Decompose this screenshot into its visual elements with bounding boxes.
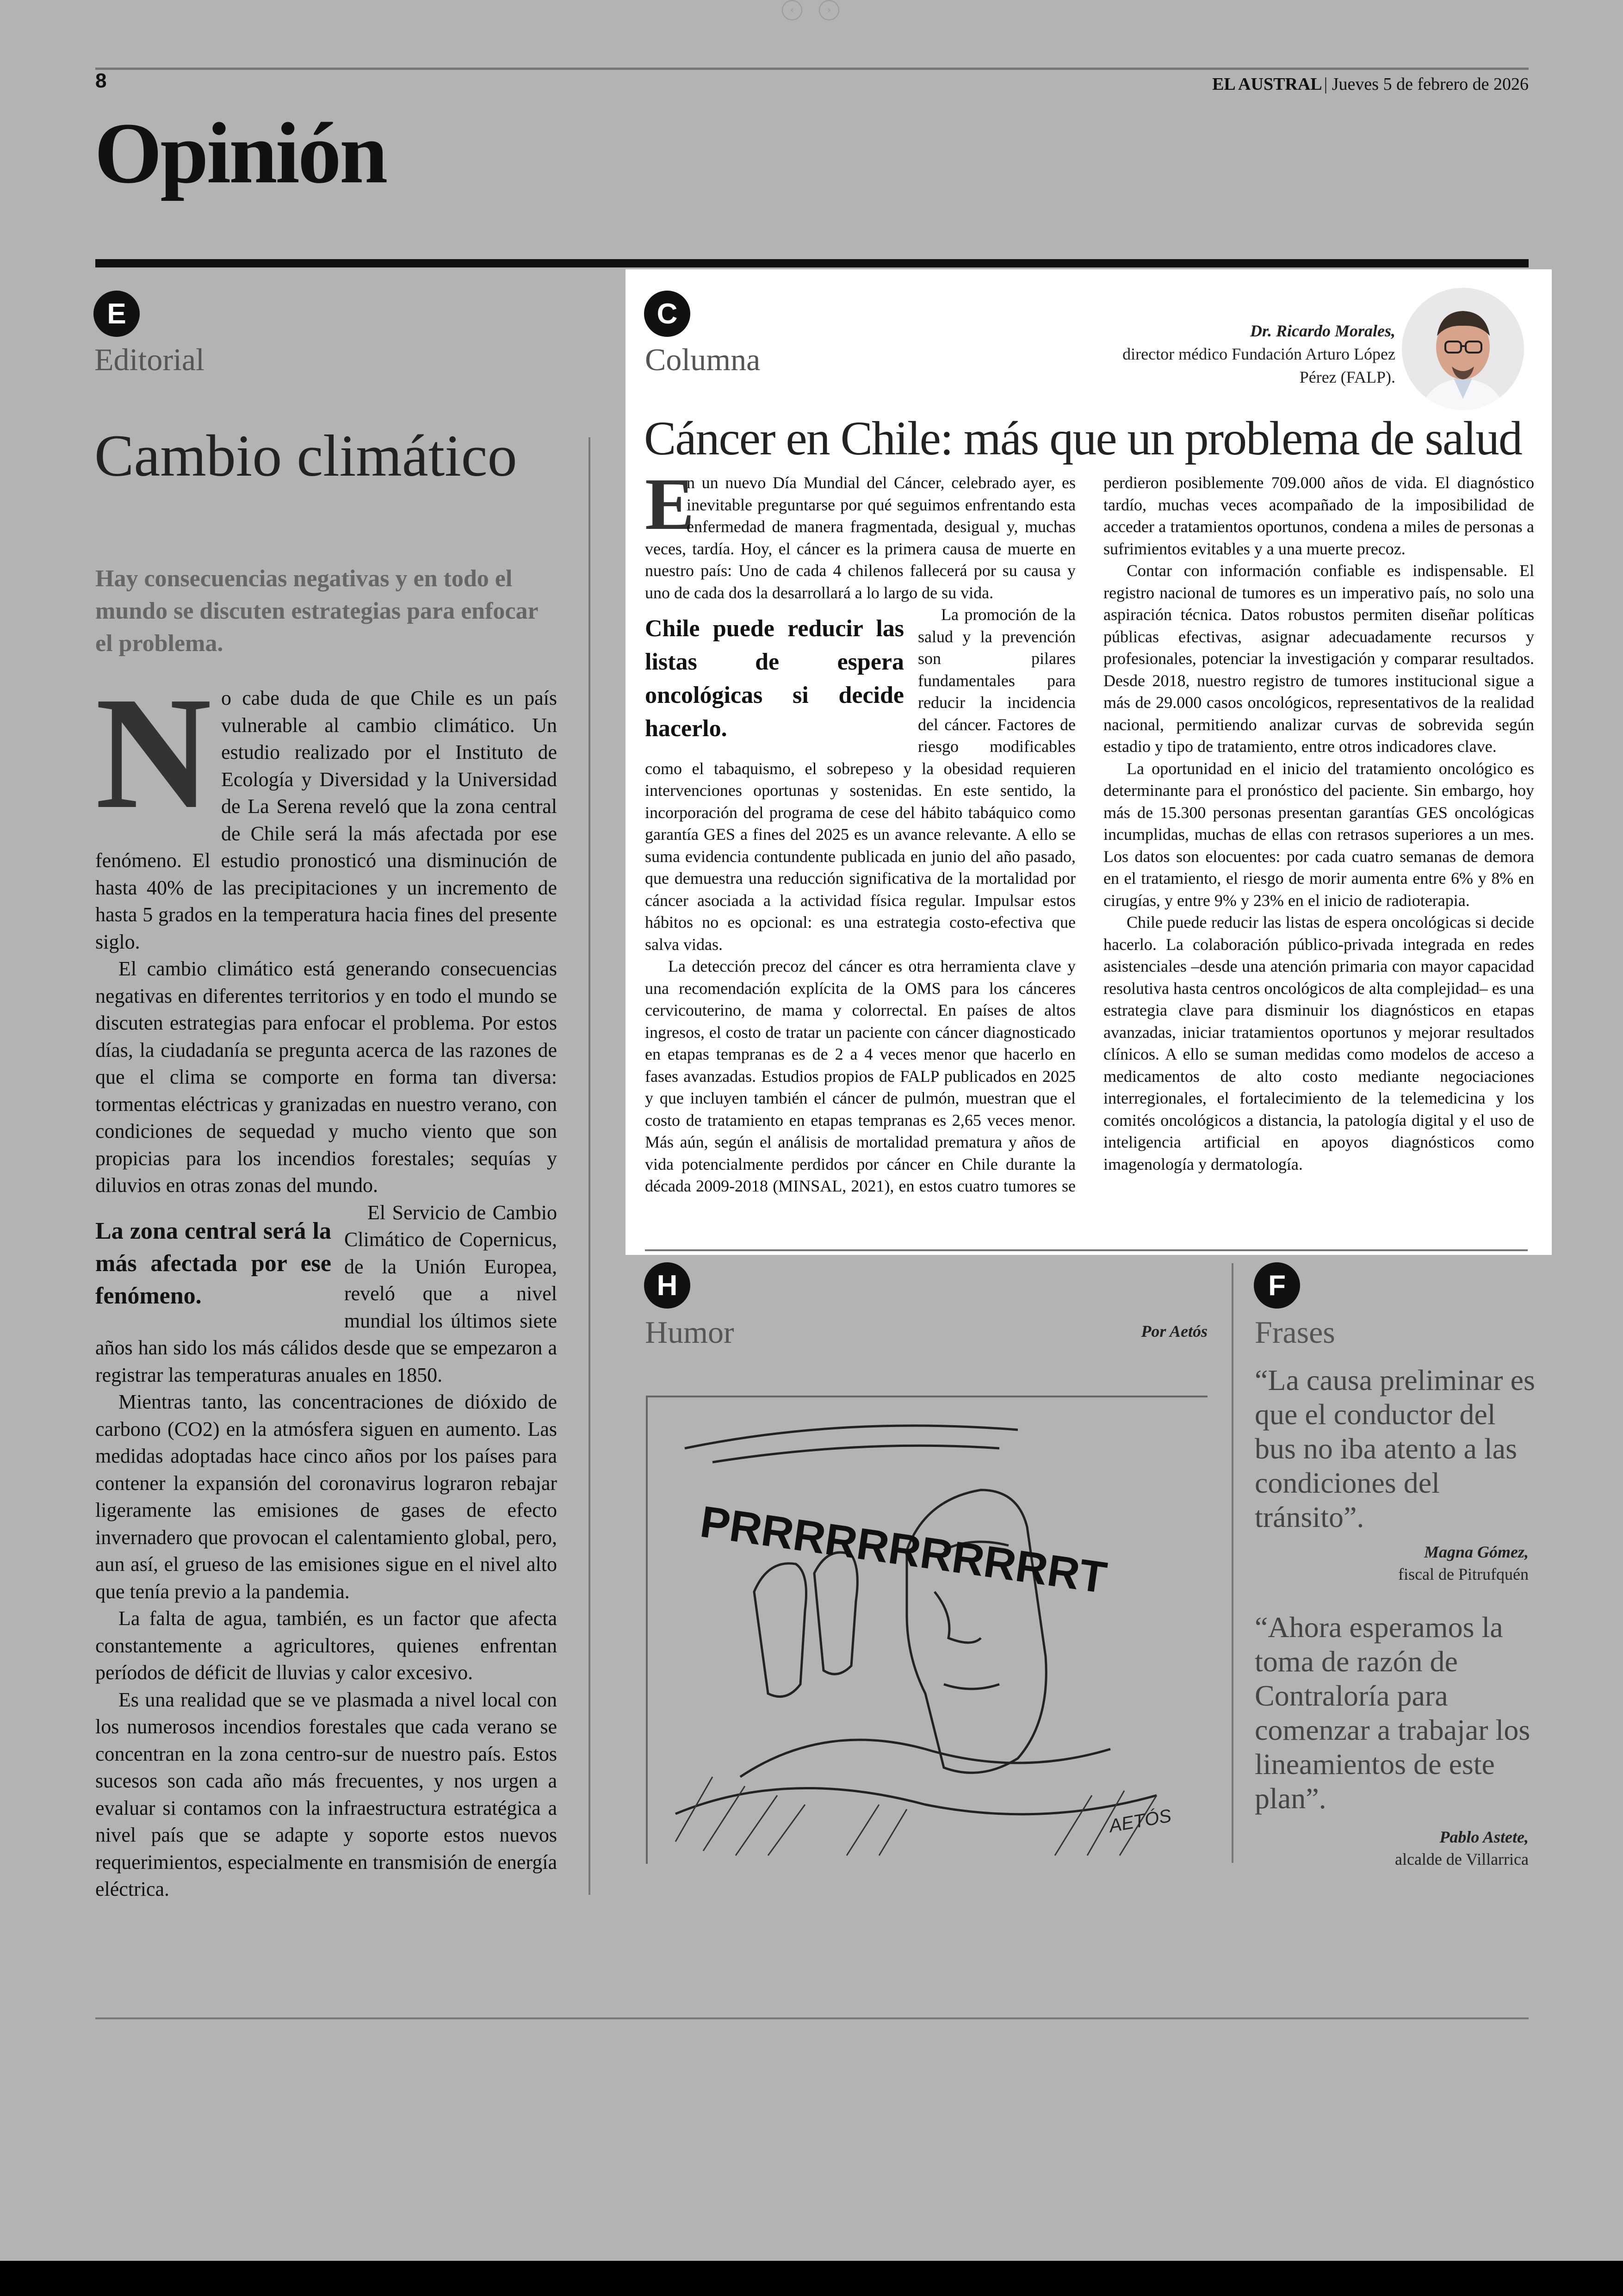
columna-paragraph: La promoción de la salud y la prevención son pilares fundamentales para reducir la incidencia del cáncer. Factores de riesgo modificables como el tabaquismo, el sobrepeso y la obesidad requieren intervenciones oportunas y sostenidas. En este sentido, la incorporación del programa de cese del hábito tabáquico como garantía GES a fines del 2025 es un avance relevante. A ello se suma evidencia contundente publicada en junio del año pasado, que demuestra una reducción significativa de la mortalidad por cáncer asociada a la actividad física regular. Impulsar estos hábitos no es opcional: es una estrategia costo-efectiva que salva vidas. bbox=[645, 605, 1076, 954]
columna-title: Cáncer en Chile: más que un problema de salud bbox=[644, 412, 1522, 465]
cartoon-signature: AETÓS bbox=[1107, 1805, 1173, 1837]
editorial-paragraph: La falta de agua, también, es un factor que afecta constantemente a agricultores, quienes enfrentan períodos de déficit de lluvias y calor excesivo. bbox=[95, 1607, 557, 1684]
frase-quote: “La causa preliminar es que el conductor del bus no iba atento a las condiciones del tránsito”. bbox=[1255, 1364, 1535, 1533]
author-role: director médico Fundación Arturo López Pérez (FALP). bbox=[1122, 345, 1395, 386]
columna-paragraph: La detección precoz del cáncer es otra herramienta clave y una recomendación explícita de la OMS para los cánceres cervicouterino, de mama y colorrectal. En países de altos ingresos, el costo de tratar un paciente con cáncer diagnosticado en etapas tempranas es de 2 a 4 veces menor que hacerlo en fases avanzadas. Estudios propios de FALP publicados en 2025 y que incluyen también el cáncer de pulmón, muestran que el costo de tratamiento en etapas tempranas es 2,65 veces menor. Más aún, según el análisis de mortalidad prematura y años de vida potencialmente perdidos por cáncer en Chile durante la década 2009-2018 (MINSAL, 2021), en estos cuatro tumores se perdieron posiblemente 709.000 años de vida. El diagnóstico tardío, muchas veces acompañado de la imposibilidad de acceder a tratamientos oportunos, condena a miles de personas a sufrimientos evitables y a una muerte precoz. bbox=[645, 473, 1534, 1195]
columna-label: Columna bbox=[645, 342, 761, 377]
next-page-icon[interactable]: › bbox=[819, 0, 839, 20]
humor-divider bbox=[1232, 1263, 1233, 1863]
issue-date: | Jueves 5 de febrero de 2026 bbox=[1324, 74, 1529, 94]
page-number: 8 bbox=[95, 69, 107, 92]
frase-author: Pablo Astete, bbox=[1439, 1828, 1529, 1846]
cartoon-sound-text: PRRRRRRRRRRRT bbox=[697, 1496, 1110, 1603]
columna-paragraph: Chile puede reducir las listas de espera oncológicas si decide hacerlo. La colaboración público-privada integrada en redes asistenciales –desde una atención primaria con mayor capacidad resolutiva hasta centros oncológicos de alta complejidad– es una estrategia clave para disminuir los diagnósticos en etapas avanzadas, iniciar tratamientos oportunos y mejorar resultados clínicos. A ello se suman medidas como modelos de acceso a medicamentos de alto costo mediante negociaciones interregionales, el fortalecimiento de la telemedicina y los comités oncológicos a distancia, la patología digital y el uso de inteligencia artificial en apoyos diagnósticos como imagenología y dermatología. bbox=[1103, 913, 1534, 1173]
columna-paragraph: n un nuevo Día Mundial del Cáncer, celebrado ayer, es inevitable preguntarse por qué seguimos enfrentando esta enfermedad de manera fragmentada, desigual y, muchas veces, tardía. Hoy, el cáncer es la primera causa de muerte en nuestro país: Uno de cada 4 chilenos fallecerá por su causa y uno de cada dos la desarrollará a lo largo de su vida. bbox=[645, 473, 1076, 602]
author-byline bbox=[1083, 319, 1395, 389]
columna-body bbox=[645, 463, 1534, 1231]
humor-badge: H bbox=[644, 1262, 690, 1309]
cartoon-frame bbox=[646, 1396, 1208, 1864]
columna-paragraph: La oportunidad en el inicio del tratamiento oncológico es determinante para el pronóstico del paciente. Sin embargo, hoy más de 15.300 personas presentan garantías GES oncológicas incumplidas, muchas de ellas con retrasos superiores a un mes. Los datos son elocuentes: por cada cuatro semanas de demora en el tratamiento, el riesgo de morir aumenta entre 6% y 8% en cirugías, y entre 9% y 23% en el inicio de radioterapia. bbox=[1103, 759, 1534, 910]
frase-quote: “Ahora esperamos la toma de razón de Contraloría para comenzar a trabajar los lineamientos de este plan”. bbox=[1255, 1611, 1530, 1815]
cartoon-illustration bbox=[648, 1397, 1206, 1862]
editorial-paragraph: Mientras tanto, las concentraciones de dióxido de carbono (CO2) en la atmósfera siguen en aumento. Las medidas adoptadas hace cinco años por los países para contener la expansión del coronavirus lograron rebajar ligeramente las emisiones de gases de efecto invernadero que provocan el calentamiento global, pero, aun así, el grueso de las emisiones sigue en el nivel alto que tenía previo a la pandemia. bbox=[95, 1390, 557, 1603]
columna-paragraph: Contar con información confiable es indispensable. El registro nacional de tumores es un imperativo país, no solo una aspiración técnica. Datos robustos permiten diseñar políticas públicas efectivas, asignar adecuadamente recursos y profesionales, potenciar la investigación y comparar resultados. Desde 2018, nuestro registro de tumores institucional sigue a más de 29.000 casos oncológicos, representativos de la realidad nacional, permitiendo analizar curvas de sobrevida según estadio y tipo de tratamiento, entre otros indicadores clave. bbox=[1103, 561, 1534, 756]
editorial-dropcap: N bbox=[95, 664, 212, 842]
editorial-pullquote: La zona central será la más afectada por ese fenómeno. bbox=[95, 1217, 331, 1309]
editorial-paragraph: Es una realidad que se ve plasmada a nivel local con los numerosos incendios forestales que cada verano se concentran en la zona centro-sur de nuestro país. Estos sucesos son cada año más frecuentes, y nos urgen a evaluar si contamos con la infraestructura estratégica a nivel país que se adapte y soporte estos nuevos requerimientos, especialmente en transmisión de energía eléctrica. bbox=[95, 1688, 557, 1900]
editorial-title: Cambio climático bbox=[94, 423, 517, 489]
editorial-badge: E bbox=[93, 291, 140, 337]
frase-author: Magna Gómez, bbox=[1424, 1543, 1529, 1561]
columna-dropcap: E bbox=[645, 463, 694, 545]
viewer-nav bbox=[782, 0, 839, 20]
editorial-paragraph: El Servicio de Cambio Climático de Copernicus, de la Unión Europea, reveló que a nivel mundial los últimos siete años han sido los más cálidos desde que se empezaron a registrar las temperaturas anuales en 1850. bbox=[95, 1201, 557, 1386]
top-rule bbox=[95, 68, 1529, 70]
editorial-paragraph: o cabe duda de que Chile es un país vulnerable al cambio climático. Un estudio realizado por el Instituto de Ecología y Diversidad y la Universidad de La Serena reveló que la zona central de Chile será la más afectada por ese fenómeno. El estudio pronosticó una disminución de hasta 40% de las precipitaciones y un incremento de hasta 5 grados en la temperatura hacia fines del presente siglo. bbox=[95, 687, 557, 953]
editorial-paragraph: El cambio climático está generando consecuencias negativas en diferentes territorios y en todo el mundo se discuten estrategias para enfocar el problema. Por estos días, la ciudadanía se pregunta acerca de las razones de que el clima se comporte en forma tan diversa: tormentas eléctricas y granizadas en nuestro verano, con condiciones de sequedad y mucho viento que son propicias para los incendios forestales; sequías y diluvios en otras zonas del mundo. bbox=[95, 957, 557, 1197]
masthead bbox=[1212, 74, 1529, 94]
author-photo bbox=[1402, 288, 1524, 410]
cartoon-credit: Por Aetós bbox=[1141, 1322, 1208, 1340]
frases-badge: F bbox=[1254, 1262, 1300, 1309]
columna-bottom-rule bbox=[645, 1249, 1528, 1251]
column-divider bbox=[588, 437, 590, 1895]
prev-page-icon[interactable]: ‹ bbox=[782, 0, 802, 20]
humor-label: Humor bbox=[645, 1315, 734, 1350]
section-title: Opinión bbox=[94, 105, 386, 201]
columna-pullquote: Chile puede reducir las listas de espera oncológicas si decide hacerlo. bbox=[645, 615, 904, 742]
author-name: Dr. Ricardo Morales, bbox=[1250, 322, 1395, 340]
editorial-subtitle: Hay consecuencias negativas y en todo el mundo se discuten estrategias para enfocar el problema. bbox=[95, 565, 538, 657]
frase-role: alcalde de Villarrica bbox=[1394, 1850, 1529, 1868]
frase-role: fiscal de Pitrufquén bbox=[1398, 1565, 1529, 1583]
editorial-body bbox=[95, 664, 557, 1903]
columna-badge: C bbox=[644, 291, 690, 337]
frase-attribution bbox=[1255, 1826, 1529, 1870]
bottom-rule bbox=[95, 2017, 1529, 2019]
editorial-label: Editorial bbox=[94, 342, 204, 377]
frases-label: Frases bbox=[1255, 1315, 1335, 1350]
section-divider bbox=[95, 259, 1529, 267]
viewer-bottom-bar bbox=[0, 2261, 1623, 2296]
publication-name: EL AUSTRAL bbox=[1212, 74, 1322, 94]
frase-attribution bbox=[1255, 1541, 1529, 1585]
